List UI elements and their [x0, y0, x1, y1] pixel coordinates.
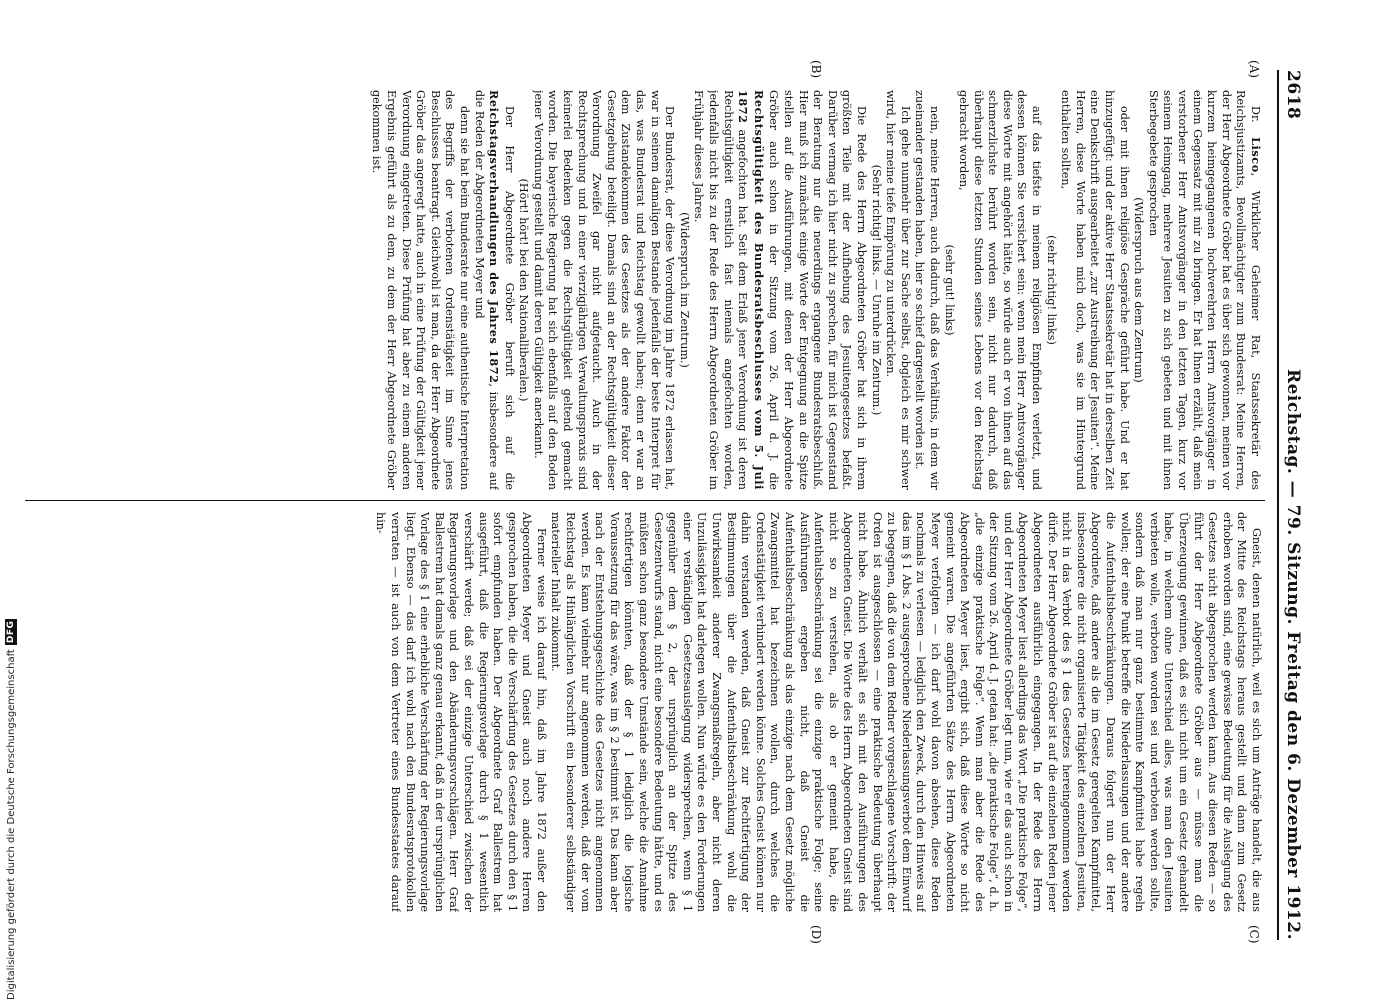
paragraph: Der Herr Abgeordnete Gröber beruft sich auf die Reichstagsverhandlungen des Jahres 1872, insbesondere auf die Reden der Abgeordneten Meyer und: [472, 90, 516, 490]
paragraph: Ich gehe nunmehr über zur Sache selbst, obgleich es mir schwer wird, hier meine tiefe Empörung zu unterdrücken.: [884, 90, 912, 490]
paragraph: (sehr gut! links): [942, 244, 956, 336]
credit-text: Digitalisierung gefördert durch die Deutsche Forschungsgemeinschaft: [5, 649, 17, 1000]
paragraph: Ferner weise ich darauf hin, daß im Jahre 1872 außer den Abgeordneten Meyer und Gneist auch noch andere Herren gesprochen haben, die die Verschärfung des Gesetzes durch den § 1 sofort empfunden haben. Der Abgeordnete Graf Ballestrem hat ausgeführt, daß die Regierungsvorlage durch § 1 wesentlich verschärft werde; daß sei der einzige Unterschied zwischen der Regierungsvorlage und den Abänderungsvorschlägen. Herr Graf Ballestrem hat damals ganz genau erkannt, daß in der ursprünglichen Vorlage des § 1 eine erhebliche Verschärfung der Regierungsvorlage liegt. Ebenso — das darf ich wohl nach den Bundesratsprotokollen verraten — ist auch von dem Vertreter eines Bundesstaates darauf hin-: [374, 512, 548, 912]
header-rule: [1277, 70, 1279, 940]
page-title: Reichstag. — 79. Sitzung. Freitag den 6. Dezember 1912.: [1283, 368, 1303, 940]
digitization-credit: [1, 0, 21, 1000]
paragraph: Die Rede des Herrn Abgeordneten Gröber hat sich in ihrem größten Teile mit der Aufhebung des Jesuitengesetzes befaßt. Darüber vermag ich hier nicht zu sprechen, für mich ist Gegenstand der Beratung nur die neuerdings ergangene Bundesratsbeschluß. Hier muß ich zunächst einige Worte der Entgegnung an die Spitze stellen auf die Ausführungen, mit denen der Herr Abgeordnete Gröber auch schon in der Sitzung vom 26. April d. J. die Rechtsgültigkeit des Bundesratsbeschlusses vom 5. Juli 1872 angefochten hat. Seit dem Erlaß jener Verordnung ist deren Rechtsgültigkeit ernstlich fast niemals angefochten worden, jedenfalls nicht bis zu der Rede des Herrn Abgeordneten Gröber im Frühjahr dieses Jahres.: [692, 90, 868, 490]
margin-marker-a: (A): [1247, 60, 1261, 79]
paragraph: (Widerspruch aus dem Zentrum): [1132, 197, 1146, 383]
margin-marker-b: (B): [809, 60, 823, 79]
paragraph: denn sie hat beim Bundesrate nur eine authentische Interpretation des Begriffs der verbotenen Ordenstätigkeit im Sinne jenes Beschlusses beantragt. Gleichwohl ist man, da der Herr Abgeordnete Gröber das angeregt hatte, auch in eine Prüfung der Gültigkeit jener Verordnung eingetreten. Diese Prüfung hat aber zu einem anderen Ergebnis geführt als zu dem, zu dem der Herr Abgeordnete Gröber gekommen ist.: [370, 90, 471, 490]
paragraph: oder mit ihnen religiöse Gespräche geführt habe. Und er hat hinzugefügt: und der aktive Herr Staatssekretär hat in derselben Zeit eine Denkschrift ausgearbeitet „zur Austreibung der Jesuiten“. Meine Herren, diese Worte haben mich doch, was sie im Hintergrund enthalten sollten,: [1059, 90, 1131, 490]
text-column-left: [23, 90, 1263, 490]
paragraph: Gneist, denen natürlich, weil es sich um Anträge handelt, die aus der Mitte des Reichstags heraus gestellt und dann zum Gesetz erhoben worden sind, eine gewisse Bedeutung für die Auslegung des Gesetzes nicht abgesprochen werden kann. Aus diesen Reden — so führt der Herr Abgeordnete Gröber aus — müsse man die Überzeugung gewinnen, daß es sich nicht um ein Gesetz gehandelt habe, in welchem ohne Unterschied alles, was man den Jesuiten verbieten wolle, verboten worden sei und verboten werden sollte, sondern daß man nur ganz bestimmte Kampfmittel habe regeln wollen; der eine Punkt betreffe die Niederlassungen und der andere die Aufenthaltsbeschränkungen. Daraus folgert nun der Herr Abgeordnete, daß andere als die im Gesetz geregelten Kampfmittel, insbesondere die nicht organisierte Tätigkeit des einzelnen Jesuiten, nicht in das Verbot des § 1 des Gesetzes hereingenommen werden dürfe. Der Herr Abgeordnete Gröber ist auf die einzelnen Reden jener Abgeordneten ausführlich eingegangen. In der Rede des Herrn Abgeordneten Meyer liest allerdings das Wort „Die praktische Folge“, und der Herr Abgeordnete Gröber legt nun, wie er das auch schon in der Sitzung vom 26. April d. J. getan hat: „die praktische Folge“, d. h. „die einzige praktische Folge“. Wenn man aber die Rede des Abgeordneten Meyer liest, ergibt sich, daß diese Worte so nicht gemeint waren. Die angeführten Sätze des Herrn Abgeordneten Meyer verfolgten — ich darf wohl davon absehen, diese Reden nochmals zu verlesen — lediglich den Zweck, durch den Hinweis auf das im § 1 Abs. 2 ausgesprochene Niederlassungsverbot dem Einwurf zu begegnen, daß die von dem Redner vorgeschlagene Vorschrift: der Orden ist ausgeschlossen — eine praktische Bedeutung überhaupt nicht habe. Ähnlich verhält es sich mit den Ausführungen des Abgeordneten Gneist. Die Worte des Herrn Abgeordneten Gneist sind nicht so zu verstehen, als ob er gemeint habe, die Aufenthaltsbeschränkung sei die einzige praktische Folge; seine Ausführungen ergeben nicht, daß Gneist die Aufenthaltsbeschränkung als das einzige nach dem Gesetz mögliche Zwangsmittel hat bezeichnen wollen, durch welches die Ordenstätigkeit verhindert werden könne. Solches Gneist können nur dahin verstanden werden, daß Gneist zur Rechtfertigung der Bestimmungen über die Aufenthaltsbeschränkung wohl die Unwirksamkeit anderer Zwangsmaßregeln, aber nicht deren Unzulässigkeit hat darlegen wollen. Nun würde es den Forderungen einer verständigen Gesetzesauslegung widersprechen, wenn § 1 gegenüber dem § 2, der ursprünglich an der Spitze des Gesetzentwurfs stand, nicht eine besondere Bedeutung hätte, und es müßten schon ganz besondere Umstände sein, welche die Annahme rechtfertigen könnten, daß der § 1 lediglich die logische Voraussetzung für das wäre, was im § 2 bestimmt ist. Das kann aber nach der Entstehungsgeschichte des Gesetzes nicht angenommen werden. Es kann vielmehr nur angenommen werden, daß der vom Reichstag als Hinlänglichen Vorschrift ein besonderer selbständiger materieller Inhalt zukommt.: [549, 512, 1263, 912]
margin-marker-c: (C): [1247, 925, 1261, 944]
paragraph: (Widerspruch im Zentrum.): [677, 212, 691, 368]
paragraph: (Hört! hört! bei den Nationalliberalen.): [517, 178, 531, 402]
text-column-right: [23, 512, 1263, 912]
page-number: 2618: [1283, 70, 1303, 120]
paragraph: Dr. Lisco, Wirklicher Geheimer Rat, Staatssekretär des Reichsjustizamts, Bevollmächtigter zum Bundesrat: Meine Herren, der Herr Abgeordnete Gröber hat es über sich gewonnen, meinen vor kurzem heimgegangenen hochverehrten Herrn Amtsvorgänger in einem Gegensatz mit mir zu bringen. Er hat Ihnen erzählt, daß mein verstorbener Herr Amtsvorgänger in den letzten Tagen, kurz vor seinem Heimgang, mehrere Jesuiten zu sich gebeten und mit ihnen Sterbegebete gesprochen: [1146, 90, 1263, 490]
page-header: [1283, 70, 1317, 940]
paragraph: Der Bundesrat, der diese Verordnung im Jahre 1872 erlassen hat, war in seinem damaligen Bestande jedenfalls der beste Interpret für das, was Bundesrat und Reichstag gewollt haben; denn er war an dem Zustandekommen des Gesetzes als der andere Faktor der Gesetzgebung beteiligt. Damals sind an der Rechtsgültigkeit dieser Verordnung Zweifel gar nicht aufgetaucht. Auch in der Rechtsprechung und in einer vierzigjährigen Verwaltungspraxis sind keinerlei Bedenken gegen die Rechtsgültigkeit geltend gemacht worden. Die bayerische Regierung hat sich ebenfalls auf den Boden jener Verordnung gestellt und damit deren Gültigkeit anerkannt.: [531, 90, 677, 490]
margin-marker-d: (D): [809, 925, 823, 944]
column-divider: [25, 500, 1265, 501]
paragraph: (sehr richtig! links): [1044, 235, 1058, 345]
paragraph: nein, meine Herren, auch dadurch, daß das Verhältnis, in dem wir zueinander gestanden haben, hier so schief dargestellt worden ist.: [913, 90, 941, 490]
paragraph: auf das tiefste in meinem religiösen Empfinden verletzt, und dessen können Sie versichert sein: wenn mein Herr Amtsvorgänger diese Worte mit angehört hätte, so würde auch er von ihnen auf das schmerzlichste berührt worden sein, nicht nur dadurch, daß überhaupt diese letzten Stunden seines Lebens vor den Reichstag gebracht worden,: [957, 90, 1044, 490]
dfg-logo: DFG: [6, 620, 16, 644]
paragraph: (Sehr richtig! links. — Unruhe im Zentrum.): [869, 164, 883, 416]
